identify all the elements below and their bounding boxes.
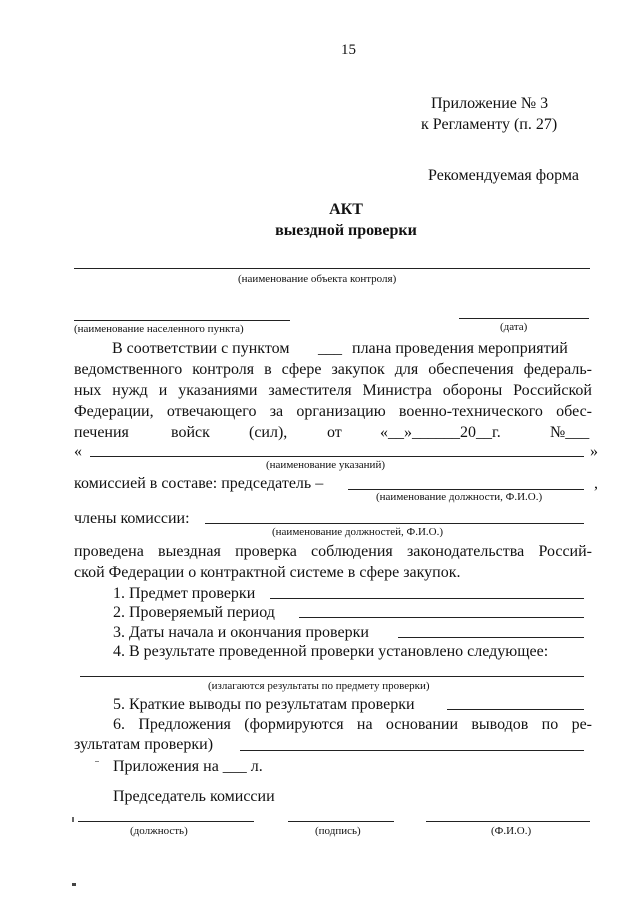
- item-3-line: [398, 637, 584, 638]
- p1-line5-word1: печения: [74, 424, 129, 441]
- p1-line3: ных нужд и указаниями заместителя Министра обороны Российской: [74, 382, 592, 399]
- item-3-label: 3. Даты начала и окончания проверки: [113, 624, 369, 641]
- fio-line: [426, 821, 590, 822]
- members-line: [205, 523, 584, 524]
- p1-line1-c: плана проведения мероприятий: [352, 340, 568, 357]
- chair-line: [348, 489, 584, 490]
- date-line: [459, 318, 589, 319]
- item-2-line: [299, 617, 584, 618]
- position-line: [78, 821, 254, 822]
- members-caption: (наименование должностей, Ф.И.О.): [272, 526, 444, 538]
- document-subtitle: выездной проверки: [275, 222, 417, 239]
- p2-line2: ской Федерации о контрактной системе в сфере закупок.: [74, 564, 461, 581]
- results-caption: (излагаются результаты по предмету проверки): [208, 680, 430, 692]
- recommended-form-label: Рекомендуемая форма: [428, 167, 579, 184]
- item-5-line: [447, 709, 584, 710]
- p2-line1: проведена выездная проверка соблюдения законодательства Россий-: [74, 543, 592, 560]
- chairman-label: Председатель комиссии: [113, 788, 275, 805]
- fio-caption: (Ф.И.О.): [491, 825, 532, 837]
- quote-open: «: [74, 443, 82, 460]
- quote-close: »: [590, 443, 598, 460]
- attachments-label: Приложения на ___ л.: [113, 758, 263, 775]
- p1-line4: Федерации, отвечающего за организацию военно-технического обес-: [74, 403, 592, 420]
- p1-line5-word3: (сил),: [249, 424, 288, 441]
- object-line: [74, 268, 590, 269]
- p1-line1-b: ___: [318, 340, 342, 357]
- object-caption: (наименование объекта контроля): [238, 273, 397, 285]
- signature-line: [288, 821, 394, 822]
- scan-speck: [72, 817, 74, 822]
- signature-caption: (подпись): [315, 825, 361, 837]
- regulation-label: к Регламенту (п. 27): [421, 116, 558, 133]
- instructions-line: [90, 456, 584, 457]
- chair-comma: ,: [594, 475, 598, 492]
- position-caption: (должность): [130, 825, 188, 837]
- p1-line1-a: В соответствии с пунктом: [112, 340, 290, 357]
- p1-line5-word2: войск: [171, 424, 210, 441]
- scan-speck: [95, 761, 99, 762]
- page-number: 15: [341, 42, 356, 58]
- scan-speck: [72, 883, 76, 886]
- members-label: члены комиссии:: [74, 510, 190, 527]
- locality-line: [74, 320, 290, 321]
- appendix-label: Приложение № 3: [431, 95, 549, 112]
- item-2-label: 2. Проверяемый период: [113, 604, 275, 621]
- document-title: АКТ: [329, 201, 363, 218]
- item-1-label: 1. Предмет проверки: [113, 585, 256, 602]
- p1-line2: ведомственного контроля в сфере закупок для обеспечения федераль-: [74, 361, 592, 378]
- p1-line5-word4: от: [327, 424, 342, 441]
- item-1-line: [270, 598, 584, 599]
- item-4-label: 4. В результате проведенной проверки установлено следующее:: [113, 643, 549, 660]
- results-line: [80, 676, 584, 677]
- item-6-line2: зультатам проверки): [74, 736, 214, 753]
- commission-label: комиссией в составе: председатель –: [74, 475, 324, 492]
- instructions-caption: (наименование указаний): [266, 459, 385, 471]
- date-caption: (дата): [500, 321, 528, 333]
- chair-caption: (наименование должности, Ф.И.О.): [376, 491, 543, 503]
- item-5-label: 5. Краткие выводы по результатам проверки: [113, 696, 415, 713]
- item-6-line1: 6. Предложения (формируются на основании выводов по ре-: [113, 716, 592, 733]
- p1-line5-number: №___: [550, 424, 590, 441]
- p1-line5-date: «__»______20__г.: [380, 424, 501, 441]
- locality-caption: (наименование населенного пункта): [74, 323, 244, 335]
- item-6-line: [240, 750, 584, 751]
